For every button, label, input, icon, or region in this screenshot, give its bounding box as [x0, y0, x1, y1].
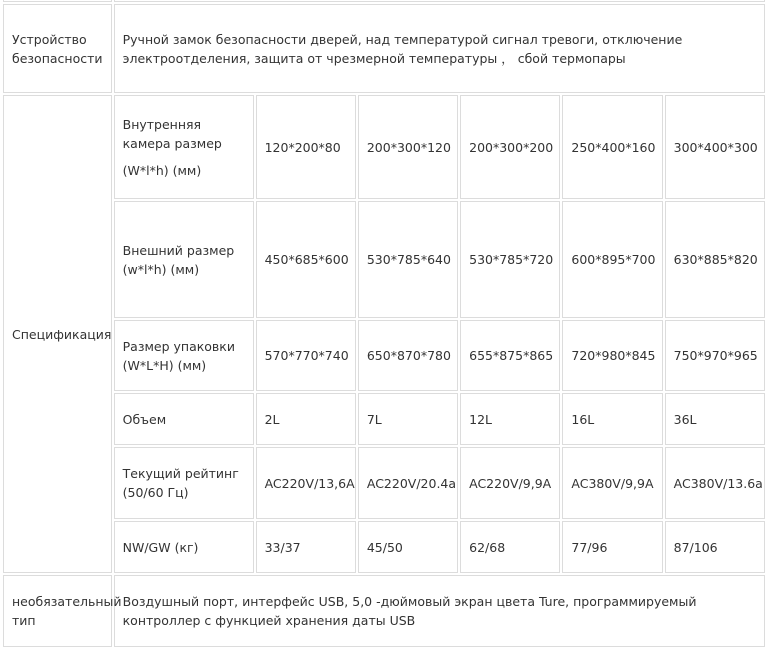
table-row [3, 95, 765, 199]
row-label: NW/GW (кг) [114, 521, 254, 573]
table-row-top-stub [3, 0, 765, 2]
table-cell: 530*785*640 [358, 201, 458, 318]
safety-label: Устройство безопасности [3, 4, 112, 93]
optional-label: необязательный тип [3, 575, 112, 647]
table-cell: 300*400*300 [665, 95, 765, 199]
safety-value: Ручной замок безопасности дверей, над температурой сигнал тревоги, отключение электроотделения, защита от чрезмерной температуры ， сбой термопары [114, 4, 765, 93]
table-row [3, 320, 765, 391]
table-cell: 655*875*865 [460, 320, 560, 391]
table-row [3, 393, 765, 445]
table-row-optional [3, 575, 765, 647]
table-cell: 7L [358, 393, 458, 445]
table-cell: 200*300*120 [358, 95, 458, 199]
table-cell: 450*685*600 [256, 201, 356, 318]
table-cell: 650*870*780 [358, 320, 458, 391]
row-label: Объем [114, 393, 254, 445]
table-cell: AC220V/9,9A [460, 447, 560, 519]
table-cell: 630*885*820 [665, 201, 765, 318]
spec-table [1, 0, 767, 649]
table-cell: 600*895*700 [562, 201, 662, 318]
row-label: Внутренняя камера размер (W*l*h) (мм) [114, 95, 254, 199]
table-cell: AC220V/20.4a [358, 447, 458, 519]
table-cell: 45/50 [358, 521, 458, 573]
table-row-safety [3, 4, 765, 93]
table-cell: 250*400*160 [562, 95, 662, 199]
table-cell: 77/96 [562, 521, 662, 573]
table-cell: 87/106 [665, 521, 765, 573]
table-cell: 720*980*845 [562, 320, 662, 391]
table-cell: 62/68 [460, 521, 560, 573]
table-cell: AC380V/9,9A [562, 447, 662, 519]
row-label: Текущий рейтинг (50/60 Гц) [114, 447, 254, 519]
table-cell: AC220V/13,6A [256, 447, 356, 519]
table-cell: 33/37 [256, 521, 356, 573]
table-cell: AC380V/13.6a [665, 447, 765, 519]
table-cell: 16L [562, 393, 662, 445]
table-cell: 200*300*200 [460, 95, 560, 199]
table-cell: 530*785*720 [460, 201, 560, 318]
table-row [3, 201, 765, 318]
table-row [3, 521, 765, 573]
table-cell: 750*970*965 [665, 320, 765, 391]
spec-label: Спецификация [3, 95, 112, 573]
table-cell: 120*200*80 [256, 95, 356, 199]
table-cell: 570*770*740 [256, 320, 356, 391]
table-cell: 2L [256, 393, 356, 445]
table-cell: 36L [665, 393, 765, 445]
row-label: Внешний размер (w*l*h) (мм) [114, 201, 254, 318]
table-row [3, 447, 765, 519]
row-label: Размер упаковки (W*L*H) (мм) [114, 320, 254, 391]
optional-value: Воздушный порт, интерфейс USB, 5,0 -дюймовый экран цвета Ture, программируемый контроллер с функцией хранения даты USB [114, 575, 765, 647]
table-cell: 12L [460, 393, 560, 445]
